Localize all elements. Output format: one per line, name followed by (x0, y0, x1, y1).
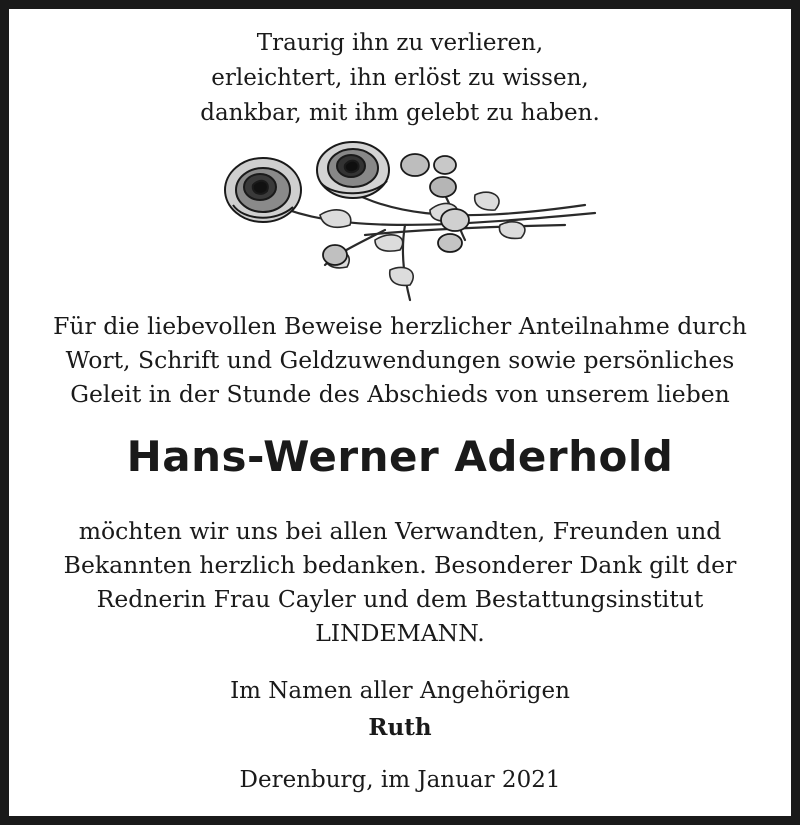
intro-line-3: Geleit in der Stunde des Abschieds von unserem lieben (70, 380, 730, 408)
poem-line-1: Traurig ihn zu verlieren, (256, 30, 544, 56)
place-date: Derenburg, im Januar 2021 (239, 767, 561, 793)
thanks-line-4: LINDEMANN. (315, 619, 485, 647)
thanks-line-1: möchten wir uns bei allen Verwandten, Freunden und (78, 517, 722, 545)
signature-signer: Ruth (368, 714, 432, 741)
thanks-line-2: Bekannten herzlich bedanken. Besonderer Dank gilt der (63, 551, 737, 579)
deceased-name: Hans-Werner Aderhold (126, 432, 674, 481)
rose-bouquet-icon (215, 135, 605, 305)
thanks-line-3: Rednerin Frau Cayler und dem Bestattungsinstitut (96, 585, 704, 613)
intro-line-1: Für die liebevollen Beweise herzlicher Anteilnahme durch (53, 312, 747, 340)
signature-on-behalf: Im Namen aller Angehörigen (230, 678, 570, 704)
poem-line-2: erleichtert, ihn erlöst zu wissen, (211, 65, 589, 91)
intro-line-2: Wort, Schrift und Geldzuwendungen sowie persönliches (65, 346, 735, 374)
poem-line-3: dankbar, mit ihm gelebt zu haben. (200, 100, 600, 126)
